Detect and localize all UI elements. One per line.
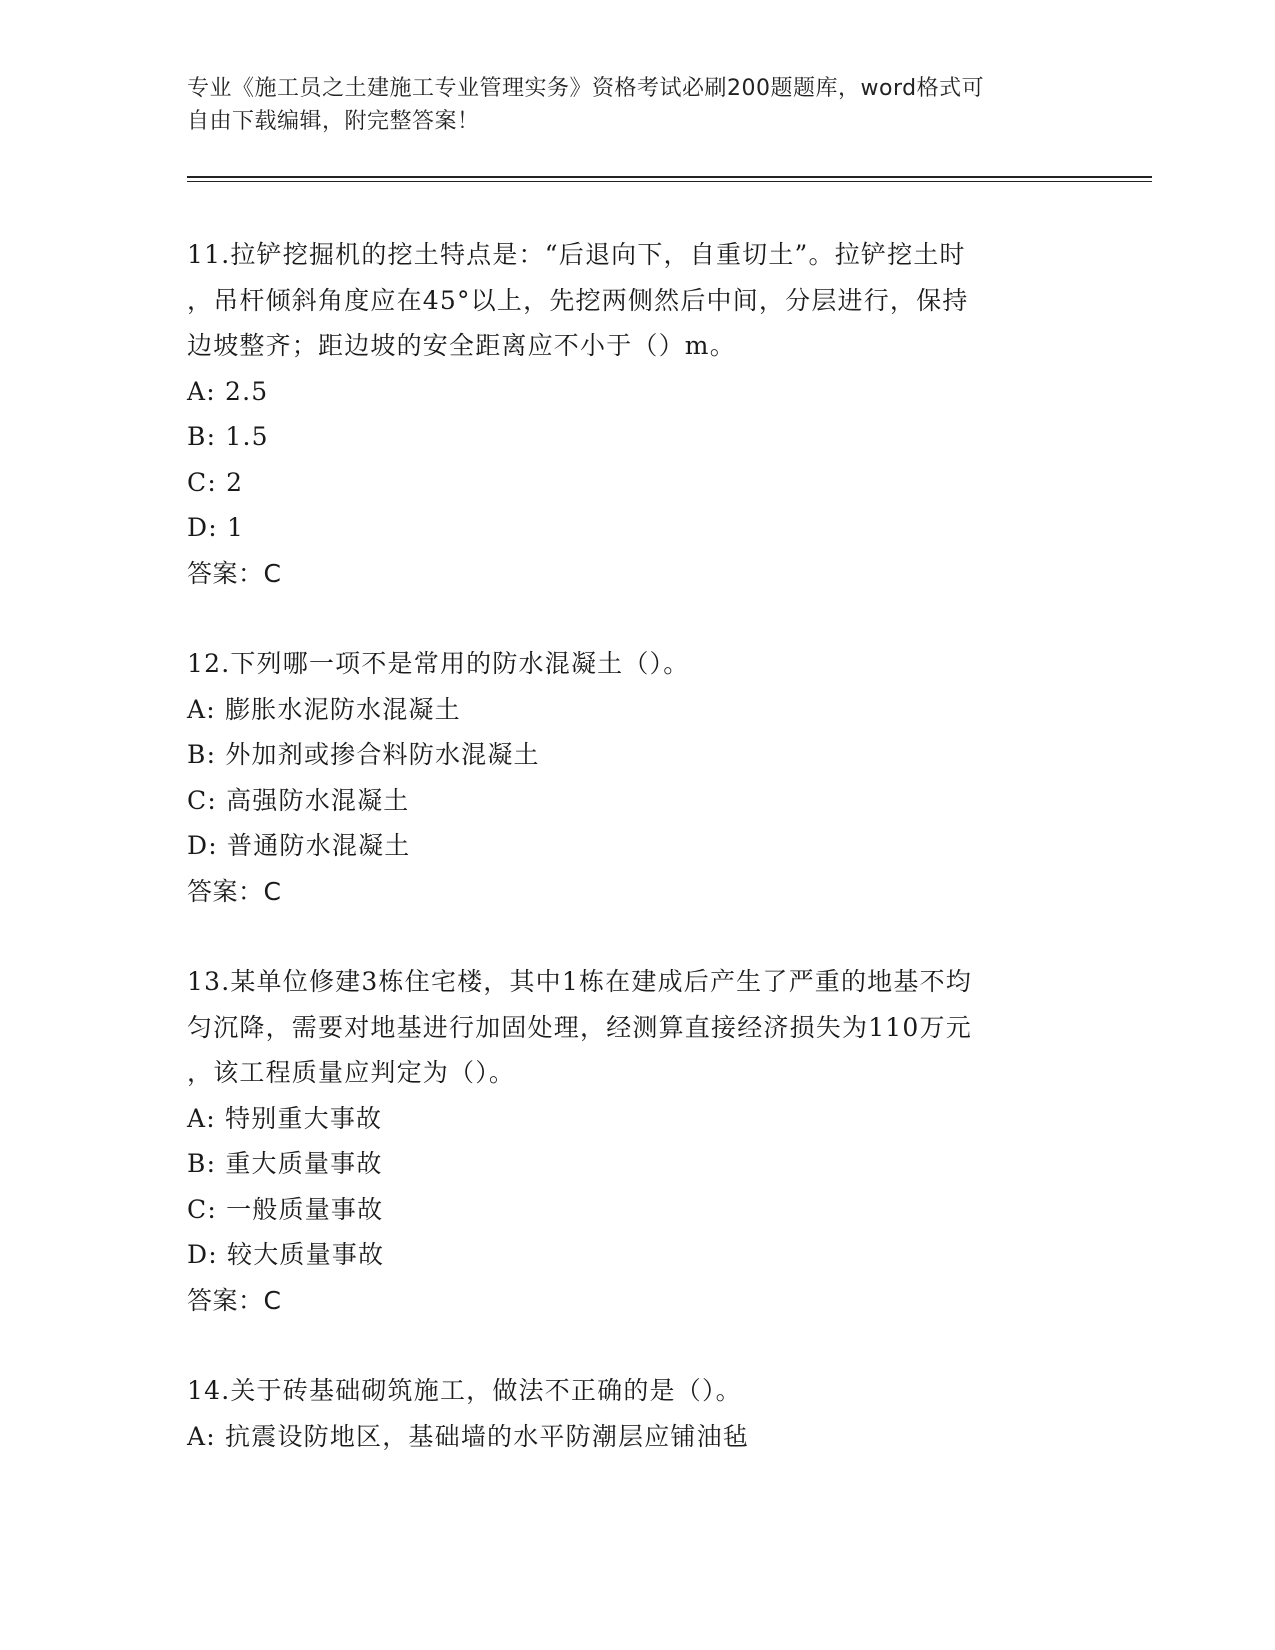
option-b: B: 外加剂或掺合料防水混凝土 — [187, 740, 540, 769]
question-12 — [187, 641, 1067, 914]
option-a: A: 抗震设防地区，基础墙的水平防潮层应铺油毡 — [187, 1421, 750, 1451]
answer: 答案：C — [187, 558, 282, 588]
answer: 答案：C — [187, 876, 282, 906]
question-text: 边坡整齐；距边坡的安全距离应不小于（）m。 — [187, 331, 736, 360]
header-divider-thin — [187, 181, 1152, 182]
header-divider-thick — [187, 176, 1152, 178]
header-line: 自由下载编辑，附完整答案！ — [187, 109, 480, 134]
question-text: 13.某单位修建3栋住宅楼，其中1栋在建成后产生了严重的地基不均 — [187, 967, 972, 996]
option-b: B: 1.5 — [187, 422, 269, 451]
question-11 — [187, 232, 1067, 596]
question-text: 11.拉铲挖掘机的挖土特点是：“后退向下，自重切土”。拉铲挖土时 — [187, 240, 966, 269]
option-d: D: 1 — [187, 513, 245, 542]
option-b: B: 重大质量事故 — [187, 1149, 383, 1178]
option-c: C: 一般质量事故 — [187, 1194, 384, 1224]
question-text: ，吊杆倾斜角度应在45°以上，先挖两侧然后中间，分层进行，保持 — [187, 285, 969, 315]
option-c: C: 2 — [187, 467, 244, 497]
question-text: 14.关于砖基础砌筑施工，做法不正确的是（）。 — [187, 1376, 742, 1405]
answer: 答案：C — [187, 1285, 282, 1315]
question-text: 12.下列哪一项不是常用的防水混凝土（）。 — [187, 649, 690, 678]
document-header — [187, 72, 1067, 138]
option-a: A: 特别重大事故 — [187, 1103, 383, 1133]
question-list — [187, 232, 1067, 1504]
question-text: ，该工程质量应判定为（）。 — [187, 1058, 516, 1087]
option-d: D: 较大质量事故 — [187, 1240, 385, 1269]
question-14 — [187, 1368, 1067, 1459]
option-a: A: 2.5 — [187, 376, 269, 406]
header-line: 专业《施工员之土建施工专业管理实务》资格考试必刷200题题库，word格式可 — [187, 76, 985, 101]
option-c: C: 高强防水混凝土 — [187, 785, 410, 815]
question-text: 匀沉降，需要对地基进行加固处理，经测算直接经济损失为110万元 — [187, 1012, 972, 1042]
option-d: D: 普通防水混凝土 — [187, 831, 411, 860]
option-a: A: 膨胀水泥防水混凝土 — [187, 694, 461, 724]
question-13 — [187, 959, 1067, 1323]
